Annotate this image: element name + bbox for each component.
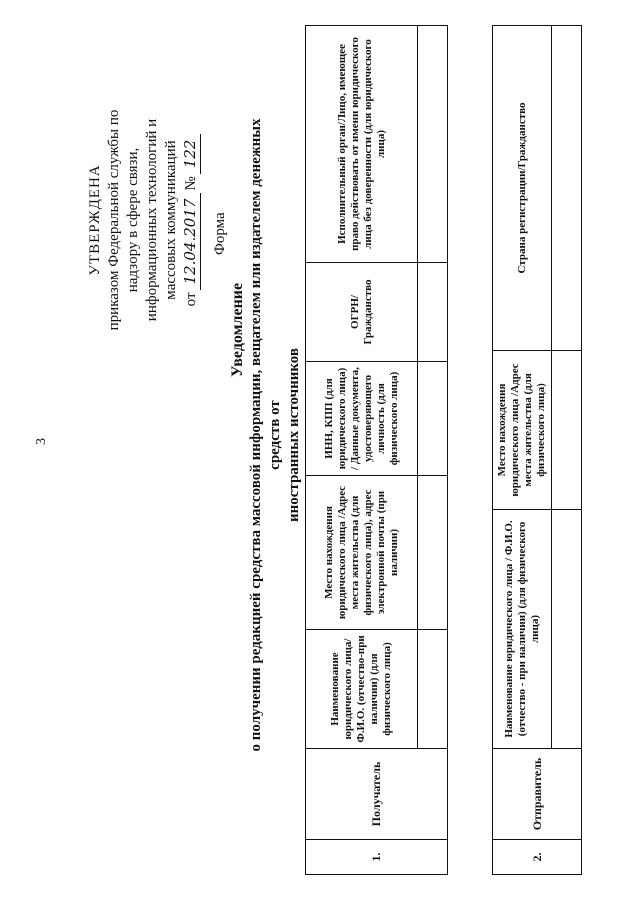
sender-number: 2. <box>493 840 582 875</box>
sender-cell-address[interactable] <box>552 351 582 510</box>
approval-number: 122 <box>181 134 201 175</box>
recipient-table <box>305 25 448 875</box>
approval-line-3: информационных технологий и <box>144 118 160 322</box>
recipient-cell-ogrn[interactable] <box>418 263 448 362</box>
approval-date: 12.04.2017 <box>181 193 201 291</box>
heading-title: Уведомление <box>229 282 246 378</box>
document-heading <box>228 115 304 755</box>
recipient-col-ogrn: ОГРН/ Гражданство <box>306 263 418 362</box>
recipient-col-executive: Исполнительный орган/Лицо, имеющее право действовать от имени юридического лица без доверенности (для юридического лица) <box>306 26 418 263</box>
approval-line-2: надзору в сфере связи, <box>125 147 141 293</box>
recipient-cell-executive[interactable] <box>418 26 448 263</box>
recipient-cell-address[interactable] <box>418 476 448 630</box>
recipient-cell-name[interactable] <box>418 630 448 749</box>
approval-line-4: массовых коммуникаций <box>163 140 179 300</box>
heading-line-2: иностранных источников <box>286 347 302 523</box>
sender-col-name: Наименование юридического лица / Ф.И.О. (отчество - при наличии) (для физического лица) <box>493 510 552 749</box>
page-number: 3 <box>34 438 49 445</box>
recipient-label: Получатель <box>306 749 448 840</box>
sender-header-row <box>493 26 552 875</box>
sender-data-row <box>552 26 582 875</box>
recipient-cell-inn[interactable] <box>418 362 448 476</box>
recipient-col-address: Место нахождения юридического лица /Адрес места жительства (для физического лица), адрес электронной почты (при наличии) <box>306 476 418 630</box>
date-prefix: от <box>183 292 199 307</box>
recipient-col-inn: ИНН, КПП (для юридического лица) / Данные документа, удостоверяющего личность (для физического лица) <box>306 362 418 476</box>
number-prefix: № <box>183 176 199 191</box>
approval-stamp <box>86 55 201 385</box>
sender-cell-name[interactable] <box>552 510 582 749</box>
recipient-col-name: Наименование юридического лица/Ф.И.О. (отчество-при наличии) (для физического лица) <box>306 630 418 749</box>
sender-table <box>492 25 582 875</box>
approval-title: УТВЕРЖДЕНА <box>87 164 103 276</box>
recipient-number: 1. <box>306 840 448 875</box>
form-label: Форма <box>212 212 228 255</box>
heading-line-1: о получении редакцией средства массовой информации, вещателем или издателем денежных средств от <box>248 118 283 752</box>
sender-col-country: Страна регистрации/Гражданство <box>493 26 552 351</box>
recipient-header-row <box>306 26 418 875</box>
sender-col-address: Место нахождения юридического лица /Адрес места жительства (для физического лица) <box>493 351 552 510</box>
approval-line-1: приказом Федеральной службы по <box>106 109 122 331</box>
approval-date-line <box>181 55 201 385</box>
sender-label: Отправитель <box>493 749 582 840</box>
recipient-data-row <box>418 26 448 875</box>
sender-cell-country[interactable] <box>552 26 582 351</box>
